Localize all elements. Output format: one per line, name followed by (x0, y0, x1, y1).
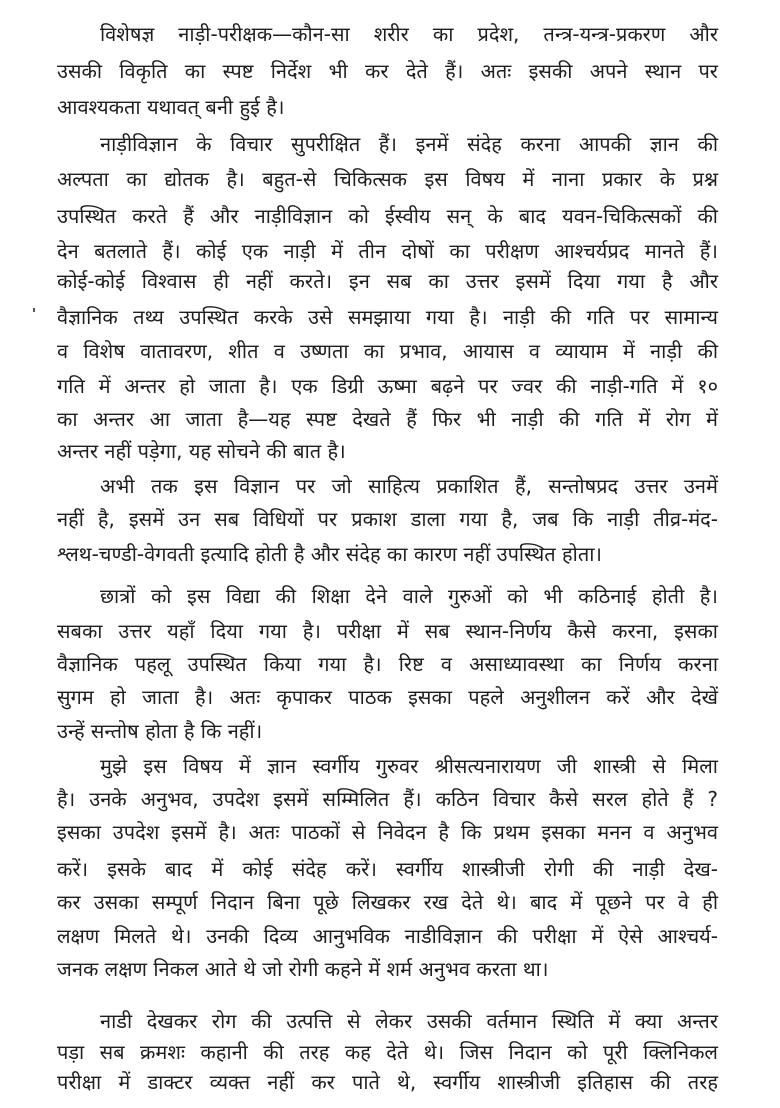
text-line: उपस्थित करते हैं और नाड़ीविज्ञान को ईस्वीय सन् के बाद यवन-चिकित्सकों की (57, 204, 718, 228)
text-line: पड़ा सब क्रमशः कहानी की तरह कह देते थे। जिस निदान को पूरी क्लिनिकल (57, 1040, 718, 1064)
scan-speck (33, 308, 35, 312)
text-line: नाडी देखकर रोग की उत्पत्ति से लेकर उसकी वर्तमान स्थिति में क्या अन्तर (100, 1009, 718, 1033)
text-line: अभी तक इस विज्ञान पर जो साहित्य प्रकाशित हैं, सन्तोषप्रद उत्तर उनमें (100, 474, 718, 498)
text-line: करें। इसके बाद में कोई संदेह करें। स्वर्गीय शास्त्रीजी रोगी की नाड़ी देख- (57, 857, 718, 881)
text-line: परीक्षा में डाक्टर व्यक्त नहीं कर पाते थे, स्वर्गीय शास्त्रीजी इतिहास की तरह (57, 1070, 718, 1094)
text-line: वैज्ञानिक पहलू उपस्थित किया गया है। रिष्ट व असाध्यावस्था का निर्णय करना (57, 652, 718, 676)
text-line: कर उसका सम्पूर्ण निदान बिना पूछे लिखकर रख देते थे। बाद में पूछने पर वे ही (57, 890, 718, 914)
text-line: श्लथ-चण्डी-वेगवती इत्यादि होती है और संदेह का कारण नहीं उपस्थित होता। (57, 542, 602, 566)
text-line: उन्हें सन्तोष होता है कि नहीं। (57, 719, 263, 743)
text-line: व विशेष वातावरण, शीत व उष्णता का प्रभाव, आयास व व्यायाम में नाड़ी की (57, 339, 718, 363)
text-line: अन्तर नहीं पड़ेगा, यह सोचने की बात है। (57, 439, 346, 463)
text-line: मुझे इस विषय में ज्ञान स्वर्गीय गुरुवर श्रीसत्यनारायण जी शास्त्री से मिला (100, 754, 718, 778)
text-line: लक्षण मिलते थे। उनकी दिव्य आनुभविक नाडीविज्ञान की परीक्षा में ऐसे आश्चर्य- (57, 924, 718, 948)
text-line: सुगम हो जाता है। अतः कृपाकर पाठक इसका पहले अनुशीलन करें और देखें (57, 685, 718, 709)
text-line: विशेषज्ञ नाड़ी-परीक्षक—कौन-सा शरीर का प्रदेश, तन्त्र-यन्त्र-प्रकरण और (100, 22, 718, 46)
text-line: गति में अन्तर हो जाता है। एक डिग्री ऊष्मा बढ़ने पर ज्वर की नाड़ी-गति में १० (57, 374, 718, 398)
text-line: उसकी विकृति का स्पष्ट निर्देश भी कर देते हैं। अतः इसकी अपने स्थान पर (57, 59, 718, 83)
text-line: देन बतलाते हैं। कोई एक नाड़ी में तीन दोषों का परीक्षण आश्चर्यप्रद मानते हैं। (57, 239, 718, 263)
text-line: अल्पता का द्योतक है। बहुत-से चिकित्सक इस विषय में नाना प्रकार के प्रश्न (57, 167, 718, 191)
text-line: नाड़ीविज्ञान के विचार सुपरीक्षित हैं। इनमें संदेह करना आपकी ज्ञान की (100, 132, 718, 156)
text-line: नहीं है, इसमें उन सब विधियों पर प्रकाश डाला गया है, जब कि नाड़ी तीव्र-मंद- (57, 507, 718, 531)
text-line: सबका उत्तर यहाँ दिया गया है। परीक्षा में सब स्थान-निर्णय कैसे करना, इसका (57, 619, 718, 643)
text-line: कोई-कोई विश्वास ही नहीं करते। इन सब का उत्तर इसमें दिया गया है और (57, 269, 718, 293)
text-line: जनक लक्षण निकल आते थे जो रोगी कहने में शर्म अनुभव करता था। (57, 957, 549, 981)
text-line: वैज्ञानिक तथ्य उपस्थित करके उसे समझाया गया है। नाड़ी की गति पर सामान्य (57, 305, 718, 329)
text-line: छात्रों को इस विद्या की शिक्षा देने वाले गुरुओं को भी कठिनाई होती है। (100, 584, 718, 608)
text-line: का अन्तर आ जाता है—यह स्पष्ट देखते हैं फिर भी नाड़ी की गति में रोग में (57, 407, 718, 431)
text-line: आवश्यकता यथावत् बनी हुई है। (57, 95, 285, 119)
text-line: इसका उपदेश इसमें है। अतः पाठकों से निवेदन है कि प्रथम इसका मनन व अनुभव (57, 820, 718, 844)
text-line: है। उनके अनुभव, उपदेश इसमें सम्मिलित हैं। कठिन विचार कैसे सरल होते हैं ? (57, 787, 718, 811)
